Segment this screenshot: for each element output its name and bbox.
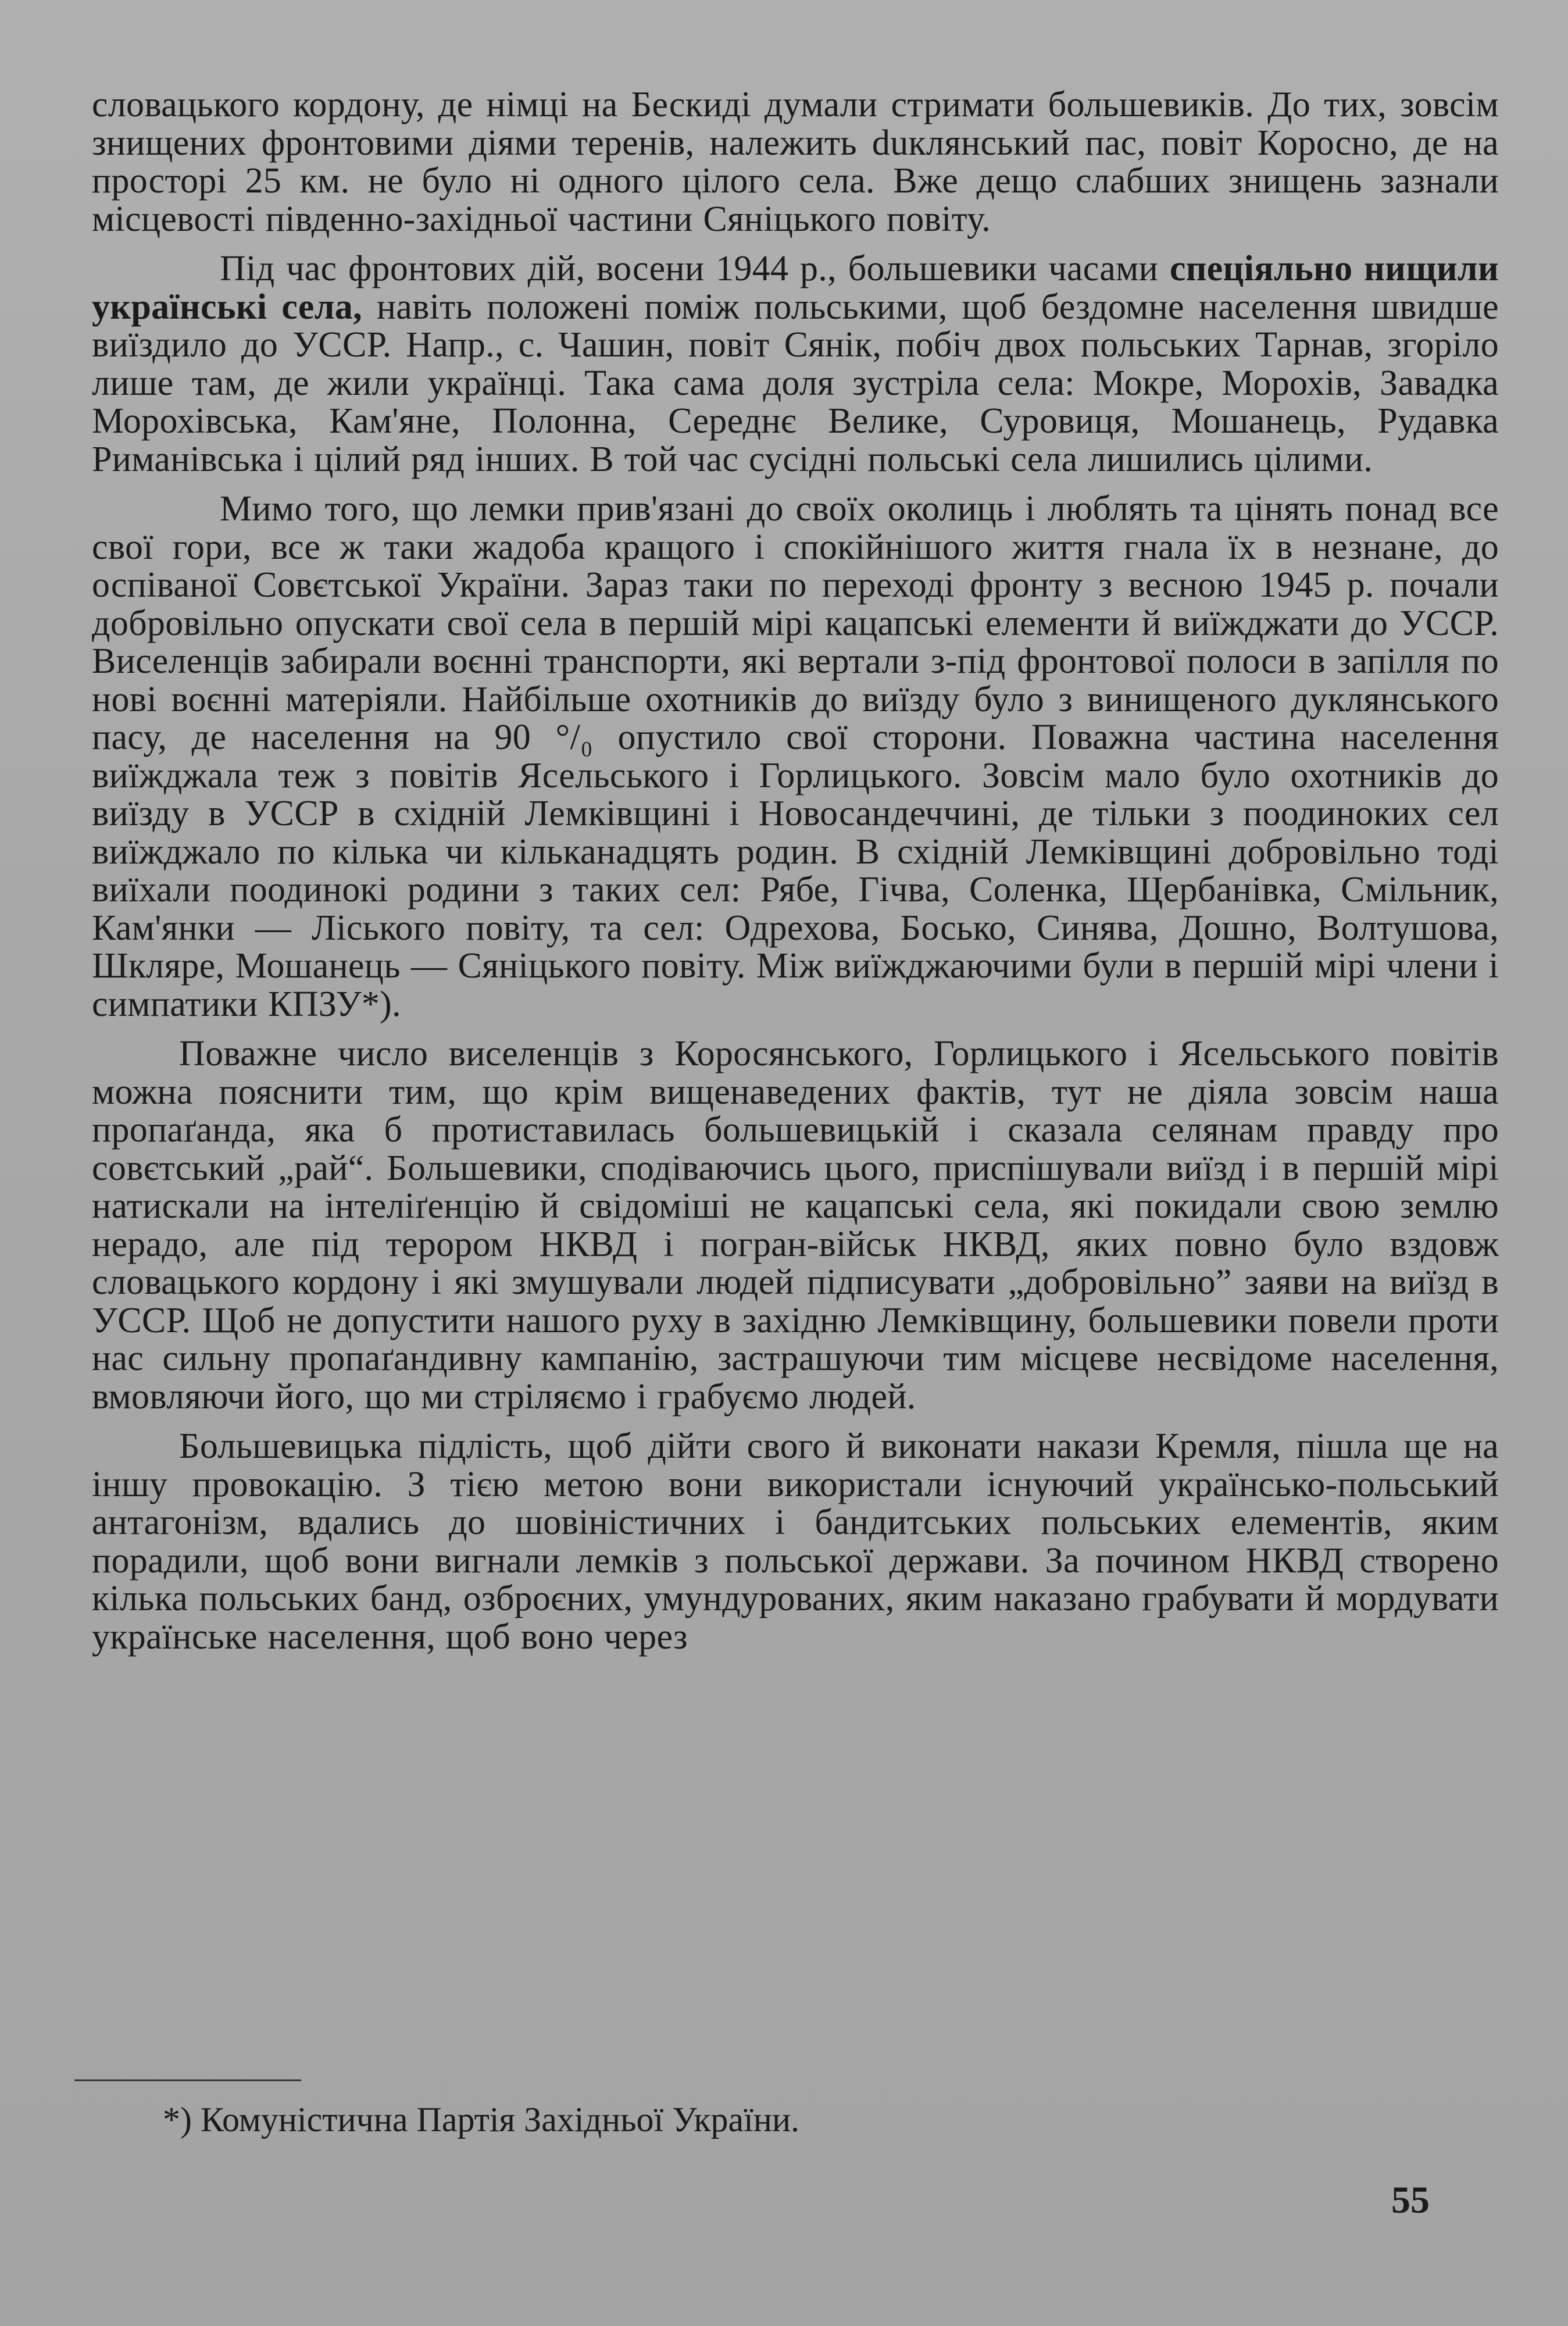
paragraph-3: Мимо того, що лемки прив'язані до своїх околиць і люблять та цінять понад все свої гори, все ж таки жадоба кращого і спокійнішого життя гнала їх в незнане, до оспіваної Совєтської України. Зараз таки по переході фронту з весною 1945 р. почали добровільно опускати свої села в першій мірі кацапські елементи й виїжджати до УССР. Виселенців забирали воєнні транспорти, які вертали з-під фронтової полоси в запілля по нові воєнні матеріяли. Найбільше охотників до виїзду було з винищеного дуклянського пасу, де населення на 90 °/₀ опустило свої сторони. Поважна частина населення виїжджала теж з повітів Ясельського і Горлицького. Зовсім мало було охотників до виїзду в УССР в східній Лемківщині і Новосандеччині, де тільки з поодиноких сел виїжджало по кілька чи кільканадцять родин. В східній Лемківщині добровільно тоді виїхали поодинокі родини з таких сел: Рябе, Гічва, Соленка, Щербанівка, Смільник, Кам'янки — Ліського повіту, та сел: Одрехова, Босько, Синява, Дошно, Волтушова, Шкляре, Мошанець — Сяніцького повіту. Між виїжджаючими були в першій мірі члени і симпатики КПЗУ*). xyxy=(92,489,1499,1024)
paragraph-1: словацького кордону, де німці на Бескиді думали стримати большевиків. До тих, зовсім знищених фронтовими діями теренів, належить duклянський пас, повіт Коросно, де на просторі 25 км. не було ні одного цілого села. Вже дещо слабших знищень зазнали місцевості південно-західньої частини Сяніцького повіту. xyxy=(92,85,1499,239)
page-number: 55 xyxy=(1391,2179,1430,2221)
paragraph-2 xyxy=(92,250,1499,479)
paragraph-2-start: Під час фронтових дій, восени 1944 р., большевики часами xyxy=(220,249,1170,288)
footnote: *) Комуністична Партія Західньої України. xyxy=(163,2100,800,2139)
body-text xyxy=(92,86,1499,1656)
paragraph-5: Большевицька підлість, щоб дійти свого й виконати накази Кремля, пішла ще на іншу провокацію. З тією метою вони використали існуючий українсько-польський антагонізм, вдались до шовіністичних і бандитських польських елементів, яким порадили, щоб вони вигнали лемків з польської держави. За почином НКВД створено кілька польських банд, озброєних, умундурованих, яким наказано грабувати й мордувати українське населення, щоб воно через xyxy=(92,1426,1499,1657)
footnote-divider xyxy=(74,2079,301,2081)
paragraph-2-end: навіть положені поміж польськими, щоб бездомне населення швидше виїздило до УССР. Напр., с. Чашин, повіт Сянік, побіч двох польських Тарнав, згоріло лише там, де жили українці. Така сама доля зустріла села: Мокре, Морохів, Завадка Морохівська, Кам'яне, Полонна, Середнє Велике, Суровиця, Мошанець, Рудавка Риманівська і цілий ряд інших. В той час сусідні польські села лишились цілими. xyxy=(92,287,1499,479)
emphasized-phrase: спеціяльно нищили українські села, xyxy=(92,249,1499,327)
paragraph-4: Поважне число виселенців з Коросянського, Горлицького і Ясельського повітів можна пояснити тим, що крім вищенаведених фактів, тут не діяла зовсім наша пропаґанда, яка б протиставилась большевицькій і сказала селянам правду про совєтський „рай“. Большевики, сподіваючись цього, приспішували виїзд і в першій мірі натискали на інтеліґенцію й свідоміші не кацапські села, які покидали свою землю нерадо, але під терором НКВД і погран-військ НКВД, яких повно було вздовж словацького кордону і які змушували людей підписувати „добровільно” заяви на виїзд в УССР. Щоб не допустити нашого руху в західню Лемківщину, большевики повели проти нас сильну пропаґандивну кампанію, застрашуючи тим місцеве несвідоме населення, вмовляючи його, що ми стріляємо і грабуємо людей. xyxy=(92,1034,1499,1417)
